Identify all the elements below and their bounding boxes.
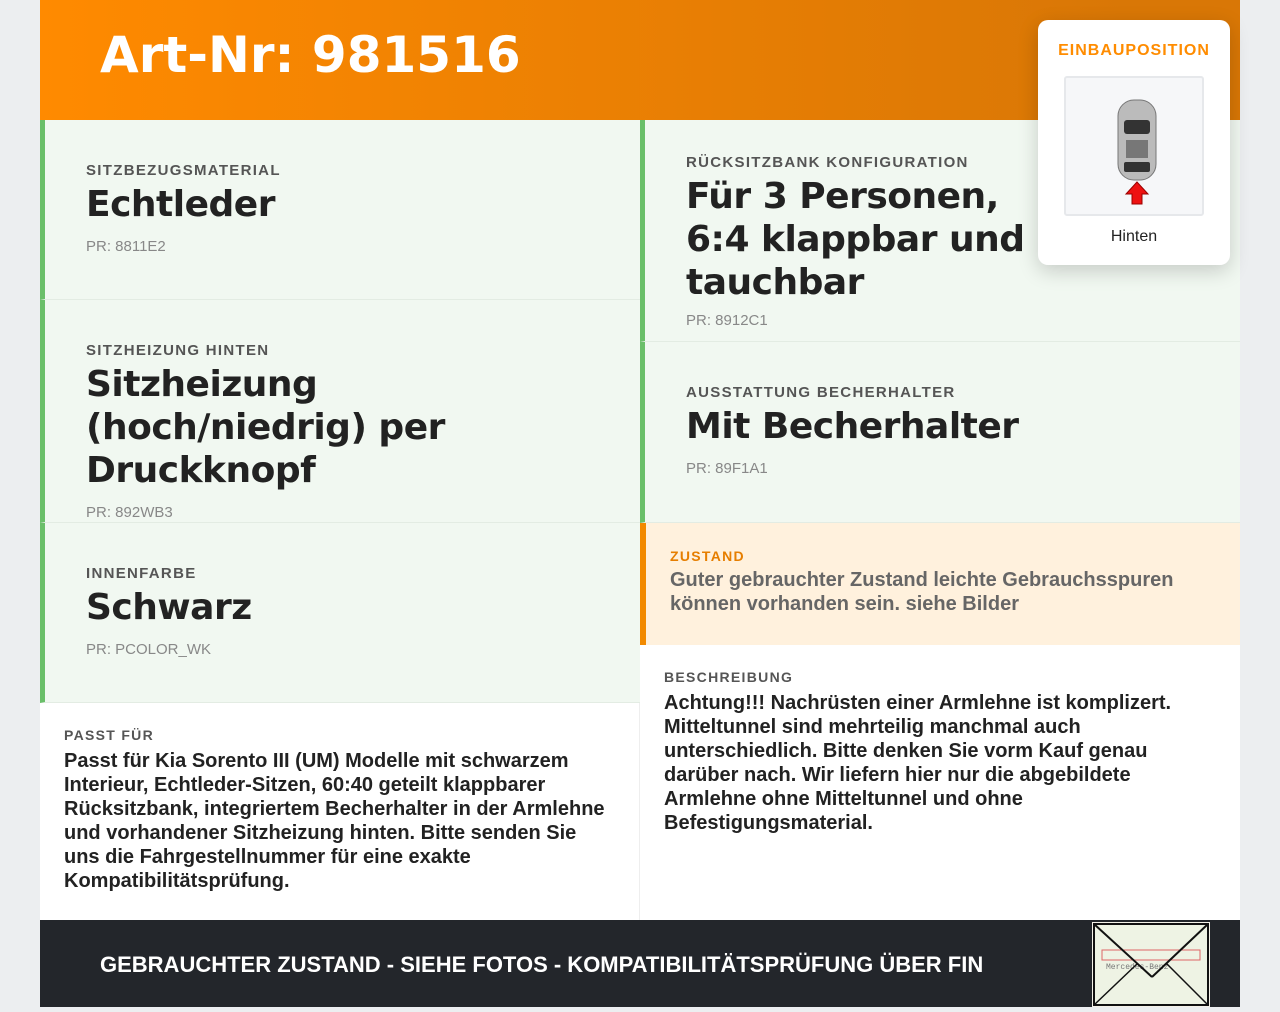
spec-cell-material: [40, 120, 640, 300]
spec-value: Echtleder: [86, 184, 275, 225]
compatibility-label: PASST FÜR: [64, 727, 154, 743]
condition-box: [640, 523, 1240, 645]
description-text: Achtung!!! Nachrüsten einer Armlehne ist komplizert. Mitteltunnel sind mehrteilig manchmal auch unterschiedlich. Bitte denken Sie vorm Kauf genau darüber nach. Wir liefern hier nur die abgebildete Armlehne ohne Mitteltunnel und ohne Befestigungsmaterial.: [664, 692, 1172, 834]
spec-value: Sitzheizung (hoch/niedrig) per Druckknopf: [86, 364, 445, 491]
spec-pr-code: PR: 8912C1: [686, 312, 768, 329]
compatibility-text: Passt für Kia Sorento III (UM) Modelle mit schwarzem Interieur, Echtleder-Sitzen, 60:40 geteilt klappbarer Rücksitzbank, integriertem Becherhalter in der Armlehne und vorhandener Sitzheizung hinten. Bitte senden Sie uns die Fahrgestellnummer für eine exakte Kompatibilitätsprüfung.: [64, 750, 605, 892]
spec-cell-interior-color: [40, 523, 640, 703]
spec-label: SITZHEIZUNG HINTEN: [86, 342, 270, 359]
car-top-view-icon: [1066, 78, 1206, 218]
spec-label: SITZBEZUGSMATERIAL: [86, 162, 281, 179]
spec-pr-code: PR: 892WB3: [86, 504, 173, 521]
footer-text: GEBRAUCHTER ZUSTAND - SIEHE FOTOS - KOMPATIBILITÄTSPRÜFUNG ÜBER FIN: [100, 952, 984, 977]
condition-label: ZUSTAND: [670, 548, 745, 564]
spec-value: Mit Becherhalter: [686, 406, 1019, 447]
compatibility-box: [40, 703, 640, 920]
description-label: BESCHREIBUNG: [664, 669, 794, 685]
spec-label: RÜCKSITZBANK KONFIGURATION: [686, 154, 969, 171]
spec-pr-code: PR: PCOLOR_WK: [86, 641, 212, 658]
spec-cell-seat-heating: [40, 300, 640, 523]
spec-pr-code: PR: 89F1A1: [686, 460, 768, 477]
image-brand-text: Mercedes-Benz: [1106, 963, 1169, 972]
spec-label: INNENFARBE: [86, 565, 197, 582]
car-position-image: [1064, 76, 1204, 216]
installation-position-title: EINBAUPOSITION: [1058, 42, 1210, 59]
condition-text: Guter gebrauchter Zustand leichte Gebrauchsspuren können vorhanden sein. siehe Bilder: [670, 569, 1174, 615]
spec-pr-code: PR: 8811E2: [86, 238, 166, 255]
installation-position-card: [1038, 20, 1230, 265]
description-box: [640, 645, 1240, 920]
installation-position-value: Hinten: [1110, 228, 1158, 245]
spec-label: AUSSTATTUNG BECHERHALTER: [686, 384, 956, 401]
registration-document-image: [1092, 922, 1210, 1007]
footer-bar: [40, 920, 1240, 1007]
spec-value: Für 3 Personen, 6:4 klappbar und tauchbar: [686, 176, 1025, 303]
spec-cell-cupholder: [640, 342, 1240, 523]
spec-value: Schwarz: [86, 587, 252, 628]
article-number: Art-Nr: 981516: [100, 26, 521, 84]
